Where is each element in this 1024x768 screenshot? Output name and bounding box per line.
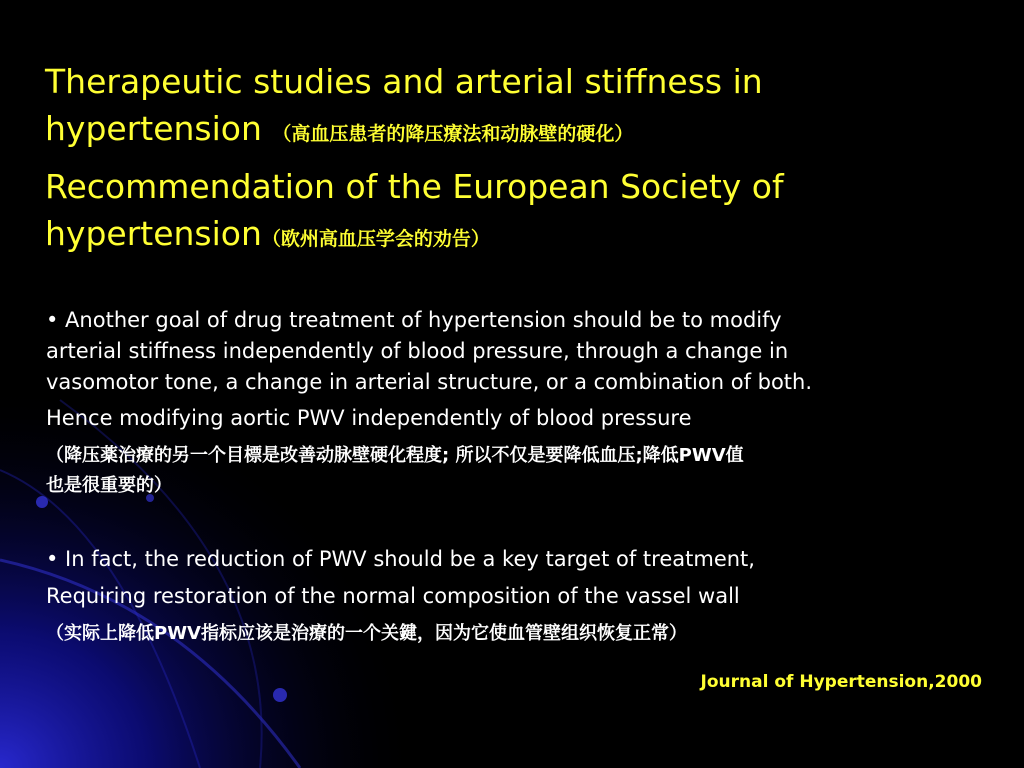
bullet1-chinese-line2: 也是很重要的）	[46, 475, 172, 496]
bullet1-line1: • Another goal of drug treatment of hypertension should be to modify	[46, 308, 782, 332]
bullet2-line2: Requiring restoration of the normal composition of the vassel wall	[46, 584, 740, 608]
bullet1-line2: arterial stiffness independently of blood pressure, through a change in	[46, 339, 789, 363]
heading2-line2: hypertension	[45, 214, 262, 253]
bullet2-chinese-line1: （实际上降低PWV指标应该是治療的一个关鍵，因为它使血管壁组织恢复正常）	[46, 623, 687, 644]
heading1-line2: hypertension	[45, 109, 262, 148]
citation: Journal of Hypertension,2000	[700, 672, 982, 692]
heading-recommendation	[45, 163, 1005, 263]
heading2-line1: Recommendation of the European Society of	[45, 167, 784, 206]
heading-therapeutic-studies	[45, 58, 1005, 158]
heading2-chinese: （欧州高血压学会的劝告）	[261, 228, 490, 250]
bullet2-line1: • In fact, the reduction of PWV should be a key target of treatment,	[46, 547, 755, 571]
bullet1-chinese-line1: （降压薬治療的另一个目標是改善动脉壁硬化程度; 所以不仅是要降低血压;降低PWV值	[46, 445, 744, 466]
bullet1-line3: vasomotor tone, a change in arterial structure, or a combination of both.	[46, 370, 813, 394]
bullet1-line4: Hence modifying aortic PWV independently of blood pressure	[46, 406, 692, 430]
heading1-chinese: （高血压患者的降压療法和动脉壁的硬化）	[272, 123, 634, 145]
deco-dot	[273, 688, 287, 702]
heading1-line1: Therapeutic studies and arterial stiffness in	[45, 62, 763, 101]
